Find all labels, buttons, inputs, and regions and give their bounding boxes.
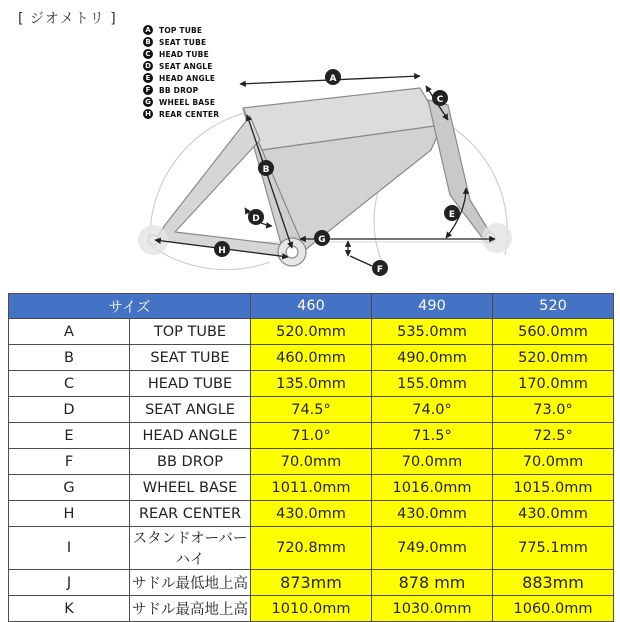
- row-name: スタンドオーバーハイ: [130, 527, 251, 570]
- value-cell: 560.0mm: [493, 319, 614, 345]
- row-letter: D: [9, 397, 130, 423]
- legend-label: REAR CENTER: [159, 109, 220, 119]
- section-title: [ ジオメトリ ]: [18, 11, 117, 27]
- table-row: [9, 397, 614, 423]
- table-row: [9, 423, 614, 449]
- size-column-header: 490: [372, 294, 493, 319]
- value-cell: [372, 570, 493, 596]
- diagram-marker-b: [258, 160, 274, 176]
- table-row: [9, 596, 614, 622]
- row-name: BB DROP: [130, 449, 251, 475]
- legend-letter-badge: H: [143, 109, 153, 119]
- value-text: 883mm: [522, 573, 584, 592]
- diagram-marker-c: [432, 90, 448, 106]
- legend-label: SEAT ANGLE: [159, 61, 213, 71]
- diagram-marker-a: [325, 69, 341, 85]
- legend-letter-badge: G: [143, 97, 153, 107]
- legend-label: HEAD ANGLE: [159, 73, 216, 83]
- table-header-row: [9, 294, 614, 319]
- legend-label: HEAD TUBE: [159, 49, 209, 59]
- value-cell: 1010.0mm: [251, 596, 372, 622]
- table-row: [9, 345, 614, 371]
- value-cell: 749.0mm: [372, 527, 493, 570]
- value-cell: [251, 570, 372, 596]
- frame-geometry-diagram: [0, 0, 620, 290]
- legend-label: WHEEL BASE: [159, 97, 216, 107]
- legend-label: BB DROP: [159, 85, 199, 95]
- row-letter: I: [9, 527, 130, 570]
- row-letter: A: [9, 319, 130, 345]
- value-cell: 460.0mm: [251, 345, 372, 371]
- value-cell: 775.1mm: [493, 527, 614, 570]
- svg-text:D: D: [252, 214, 260, 224]
- table-row: [9, 527, 614, 570]
- row-name: サドル最低地上高: [130, 570, 251, 596]
- legend-letter-badge: C: [143, 49, 153, 59]
- row-letter: J: [9, 570, 130, 596]
- row-name: SEAT ANGLE: [130, 397, 251, 423]
- legend-letter-badge: B: [143, 37, 153, 47]
- value-cell: 71.0°: [251, 423, 372, 449]
- value-cell: 430.0mm: [493, 501, 614, 527]
- legend-label: TOP TUBE: [159, 25, 203, 35]
- svg-text:E: E: [448, 210, 456, 220]
- value-cell: 720.8mm: [251, 527, 372, 570]
- value-text: 873mm: [280, 573, 342, 592]
- value-cell: 1060.0mm: [493, 596, 614, 622]
- value-cell: 70.0mm: [251, 449, 372, 475]
- row-name: WHEEL BASE: [130, 475, 251, 501]
- value-cell: 72.5°: [493, 423, 614, 449]
- table-row: [9, 475, 614, 501]
- geometry-table: [8, 293, 614, 622]
- value-cell: 1011.0mm: [251, 475, 372, 501]
- table-row: [9, 371, 614, 397]
- value-cell: 70.0mm: [493, 449, 614, 475]
- value-cell: 1016.0mm: [372, 475, 493, 501]
- diagram-marker-h: [214, 241, 230, 257]
- value-cell: 74.0°: [372, 397, 493, 423]
- value-cell: 1030.0mm: [372, 596, 493, 622]
- value-cell: 430.0mm: [251, 501, 372, 527]
- diagram-marker-g: [314, 230, 330, 246]
- table-row: [9, 449, 614, 475]
- svg-text:G: G: [318, 235, 326, 245]
- table-row: [9, 501, 614, 527]
- row-name: REAR CENTER: [130, 501, 251, 527]
- value-cell: 535.0mm: [372, 319, 493, 345]
- svg-text:B: B: [262, 165, 270, 175]
- size-column-header: 520: [493, 294, 614, 319]
- table-row: [9, 570, 614, 596]
- value-cell: 430.0mm: [372, 501, 493, 527]
- diagram-marker-e: [444, 205, 460, 221]
- value-cell: 135.0mm: [251, 371, 372, 397]
- diagram-marker-f: [372, 260, 388, 276]
- value-cell: 73.0°: [493, 397, 614, 423]
- row-name: サドル最高地上高: [130, 596, 251, 622]
- row-letter: C: [9, 371, 130, 397]
- value-cell: 490.0mm: [372, 345, 493, 371]
- legend-letter-badge: E: [143, 73, 153, 83]
- svg-text:H: H: [218, 246, 226, 256]
- row-name: TOP TUBE: [130, 319, 251, 345]
- value-cell: 520.0mm: [251, 319, 372, 345]
- value-cell: 155.0mm: [372, 371, 493, 397]
- value-cell: 71.5°: [372, 423, 493, 449]
- value-text: 878 mm: [398, 573, 466, 592]
- row-letter: E: [9, 423, 130, 449]
- value-cell: 70.0mm: [372, 449, 493, 475]
- row-letter: B: [9, 345, 130, 371]
- table-row: [9, 319, 614, 345]
- legend-letter-badge: F: [143, 85, 153, 95]
- row-name: HEAD TUBE: [130, 371, 251, 397]
- svg-text:A: A: [329, 74, 337, 84]
- value-cell: 520.0mm: [493, 345, 614, 371]
- size-header: サイズ: [9, 294, 251, 319]
- legend-letter-badge: D: [143, 61, 153, 71]
- legend-letter-badge: A: [143, 25, 153, 35]
- value-cell: 74.5°: [251, 397, 372, 423]
- svg-text:F: F: [376, 265, 384, 275]
- value-cell: 170.0mm: [493, 371, 614, 397]
- value-cell: [493, 570, 614, 596]
- value-cell: 1015.0mm: [493, 475, 614, 501]
- row-letter: F: [9, 449, 130, 475]
- svg-text:C: C: [436, 95, 444, 105]
- row-name: SEAT TUBE: [130, 345, 251, 371]
- diagram-marker-d: [248, 209, 264, 225]
- row-name: HEAD ANGLE: [130, 423, 251, 449]
- row-letter: K: [9, 596, 130, 622]
- row-letter: G: [9, 475, 130, 501]
- row-letter: H: [9, 501, 130, 527]
- legend-label: SEAT TUBE: [159, 37, 207, 47]
- size-column-header: 460: [251, 294, 372, 319]
